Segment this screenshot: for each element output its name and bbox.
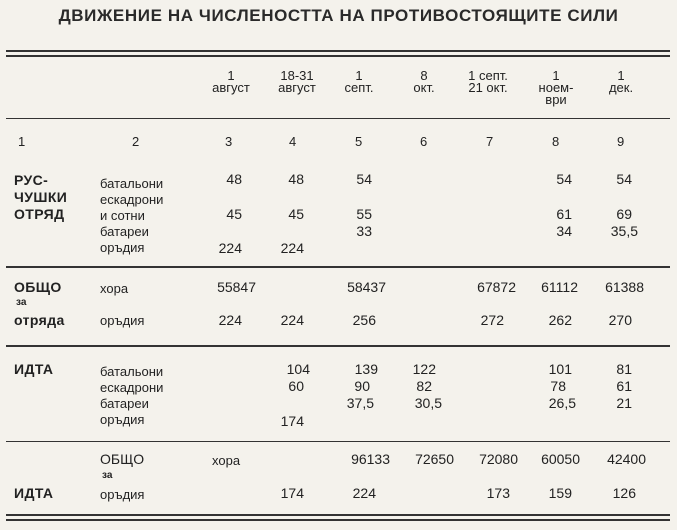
s2-hora-c8: 61112 xyxy=(541,279,578,295)
s4-oru-c4: 174 xyxy=(280,485,304,501)
s3-bat-c6: 122 xyxy=(412,361,436,377)
s3-oru-c4: 174 xyxy=(280,413,304,429)
section1-rule xyxy=(6,266,670,268)
s1-bat-c9: 54 xyxy=(616,171,632,187)
section4-label-2: за xyxy=(102,470,113,481)
s2-oru-c4: 224 xyxy=(280,312,304,328)
section2-label-1: ОБЩО xyxy=(14,279,62,295)
s2-oru-c5: 256 xyxy=(352,312,376,328)
colnum-6: 6 xyxy=(420,134,428,149)
section3-rule xyxy=(6,441,670,442)
s1-bat-c3: 48 xyxy=(226,171,242,187)
s1-esk-c3: 45 xyxy=(226,206,242,222)
s2-hora-c9: 61388 xyxy=(605,279,644,295)
colnum-3: 3 xyxy=(225,134,233,149)
header-col9: 1 дек. xyxy=(608,68,634,95)
top-double-rule-a xyxy=(6,50,670,52)
s2-hora-c7: 67872 xyxy=(477,279,516,295)
s3-esk-c5: 90 xyxy=(354,378,370,394)
colnum-8: 8 xyxy=(552,134,560,149)
header-col3: 1 август xyxy=(212,68,250,95)
section4-item-hora: хора xyxy=(212,453,241,468)
section1-items: батальони ескадрони и сотни батареи оръдия xyxy=(100,176,164,255)
page-title: ДВИЖЕНИЕ НА ЧИСЛЕНОСТТА НА ПРОТИВОСТОЯЩИТЕ СИЛИ xyxy=(58,6,619,25)
section4-item-orudia: оръдия xyxy=(100,487,145,502)
s1-esk-c8: 61 xyxy=(556,206,572,222)
header-col4: 18-31 август xyxy=(278,68,316,95)
section2-rule xyxy=(6,345,670,347)
s4-oru-c9: 126 xyxy=(612,485,636,501)
s1-bat-c5: 54 xyxy=(356,171,372,187)
s4-oru-c5: 224 xyxy=(352,485,376,501)
s3-btr-c8: 26,5 xyxy=(548,395,576,411)
header-col7: 1 септ. 21 окт. xyxy=(468,68,508,95)
colnum-4: 4 xyxy=(289,134,297,149)
section1-label: РУС- ЧУШКИ ОТРЯД xyxy=(14,172,68,222)
s1-btr-c9: 35,5 xyxy=(610,223,638,239)
section2-label-3: отряда xyxy=(14,312,65,328)
s2-hora-c3: 55847 xyxy=(217,279,256,295)
s3-esk-c9: 61 xyxy=(616,378,632,394)
s1-bat-c4: 48 xyxy=(288,171,304,187)
colnum-2: 2 xyxy=(132,134,140,149)
s1-oru-c3: 224 xyxy=(218,240,242,256)
s1-btr-c8: 34 xyxy=(556,223,572,239)
section3-label: ИДТА xyxy=(14,361,54,377)
s4-oru-c7: 173 xyxy=(486,485,510,501)
section4-label-3: ИДТА xyxy=(14,485,54,501)
s2-oru-c7: 272 xyxy=(480,312,504,328)
s4-hora-c8: 60050 xyxy=(541,451,580,467)
section2-item-orudia: оръдия xyxy=(100,313,145,328)
section4-label-1: ОБЩО xyxy=(100,451,145,467)
s3-esk-c8: 78 xyxy=(550,378,566,394)
colnum-7: 7 xyxy=(486,134,494,149)
section3-items: батальони ескадрони батареи оръдия xyxy=(100,364,164,427)
s1-bat-c8: 54 xyxy=(556,171,572,187)
s4-hora-c9: 42400 xyxy=(607,451,646,467)
header-col8: 1 ноем- ври xyxy=(538,68,574,107)
s4-oru-c8: 159 xyxy=(548,485,572,501)
s4-hora-c6: 72650 xyxy=(415,451,454,467)
header-col5: 1 септ. xyxy=(344,68,374,95)
s3-esk-c4: 60 xyxy=(288,378,304,394)
header-col6: 8 окт. xyxy=(413,68,435,95)
s4-hora-c5: 96133 xyxy=(351,451,390,467)
s4-hora-c7: 72080 xyxy=(479,451,518,467)
section2-label-2: за xyxy=(16,297,27,308)
colnum-1: 1 xyxy=(18,134,26,149)
colnum-5: 5 xyxy=(355,134,363,149)
header-rule xyxy=(6,118,670,119)
section2-item-hora: хора xyxy=(100,281,129,296)
s1-esk-c9: 69 xyxy=(616,206,632,222)
top-double-rule-b xyxy=(6,55,670,57)
s2-oru-c3: 224 xyxy=(218,312,242,328)
s2-hora-c5: 58437 xyxy=(347,279,386,295)
s2-oru-c8: 262 xyxy=(548,312,572,328)
s3-bat-c5: 139 xyxy=(354,361,378,377)
s3-esk-c6: 82 xyxy=(416,378,432,394)
s1-esk-c4: 45 xyxy=(288,206,304,222)
s3-btr-c5: 37,5 xyxy=(346,395,374,411)
s3-bat-c9: 81 xyxy=(616,361,632,377)
s1-esk-c5: 55 xyxy=(356,206,372,222)
s1-btr-c5: 33 xyxy=(356,223,372,239)
s3-bat-c4: 104 xyxy=(286,361,310,377)
bottom-double-rule-a xyxy=(6,514,670,516)
s2-oru-c9: 270 xyxy=(608,312,632,328)
bottom-double-rule-b xyxy=(6,519,670,521)
s3-btr-c9: 21 xyxy=(616,395,632,411)
s3-bat-c8: 101 xyxy=(548,361,572,377)
s1-oru-c4: 224 xyxy=(280,240,304,256)
s3-btr-c6: 30,5 xyxy=(414,395,442,411)
colnum-9: 9 xyxy=(617,134,625,149)
